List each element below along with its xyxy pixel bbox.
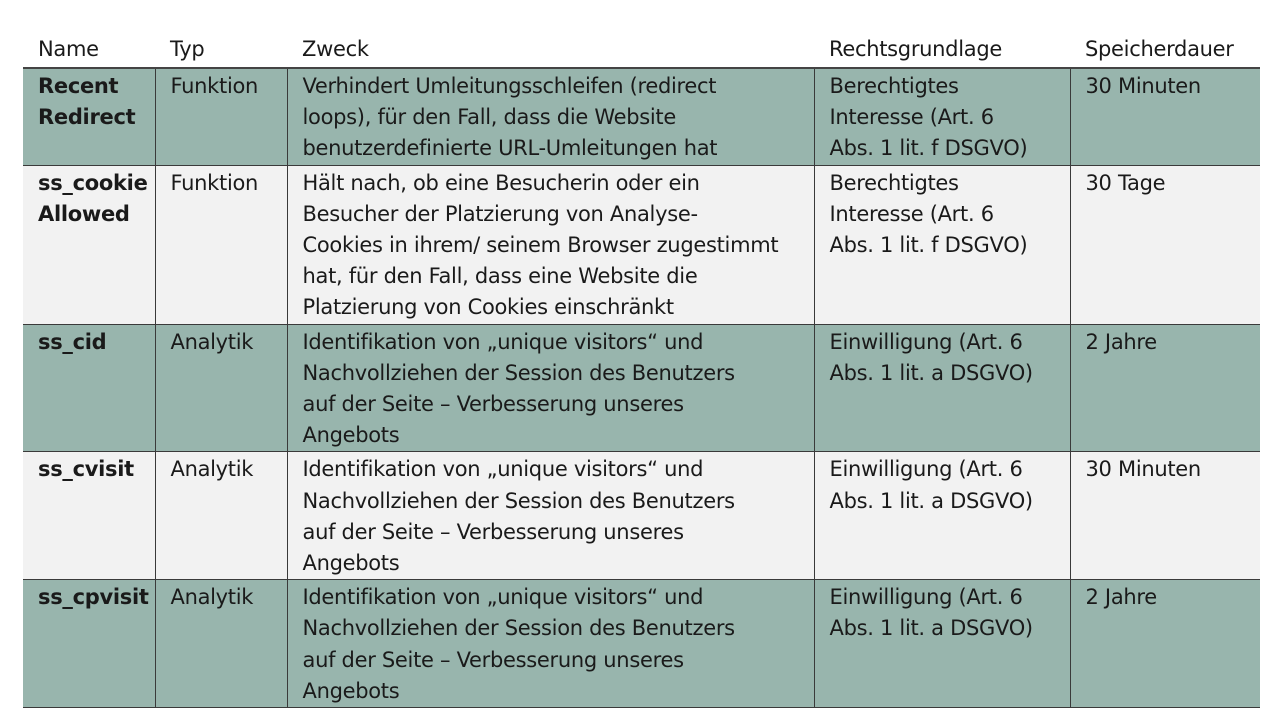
cell-line: Angebots bbox=[302, 678, 400, 703]
cell-line: Abs. 1 lit. a DSGVO) bbox=[829, 488, 1033, 513]
cell-line: Identifikation von „unique visitors“ und bbox=[302, 329, 704, 354]
cell-rechtsgrundlage bbox=[814, 165, 1070, 324]
cell-name bbox=[23, 165, 155, 324]
cell-name bbox=[23, 452, 155, 580]
cell-rechtsgrundlage bbox=[814, 452, 1070, 580]
cell-line: auf der Seite – Verbesserung unseres bbox=[302, 519, 684, 544]
cell-name bbox=[23, 580, 155, 708]
cell-line: Identifikation von „unique visitors“ und bbox=[302, 457, 704, 482]
cell-line: Berechtigtes bbox=[829, 74, 959, 98]
cell-zweck bbox=[287, 68, 814, 165]
table-row bbox=[23, 324, 1260, 452]
cell-line: Nachvollziehen der Session des Benutzers bbox=[302, 616, 735, 641]
header-typ: Typ bbox=[155, 33, 287, 68]
table-row bbox=[23, 580, 1260, 708]
header-row bbox=[23, 33, 1260, 68]
cell-line: Recent bbox=[38, 74, 119, 98]
cell-line: ss_cid bbox=[38, 329, 107, 354]
cell-line: benutzerdefinierte URL-Umleitungen hat bbox=[302, 136, 718, 161]
cell-line: Hält nach, ob eine Besucherin oder ein bbox=[302, 170, 700, 195]
cell-zweck bbox=[287, 165, 814, 324]
cell-rechtsgrundlage bbox=[814, 324, 1070, 452]
cell-line: auf der Seite – Verbesserung unseres bbox=[302, 647, 684, 672]
cell-line: Nachvollziehen der Session des Benutzers bbox=[302, 360, 735, 385]
cell-name bbox=[23, 68, 155, 165]
table-row bbox=[23, 165, 1260, 324]
cell-line: loops), für den Fall, dass die Website bbox=[302, 105, 676, 130]
cookie-table bbox=[23, 33, 1260, 708]
cell-zweck bbox=[287, 452, 814, 580]
cell-line: Angebots bbox=[302, 423, 400, 448]
cell-line: Nachvollziehen der Session des Benutzers bbox=[302, 488, 735, 513]
cell-speicherdauer: 30 Minuten bbox=[1070, 68, 1260, 165]
cell-rechtsgrundlage bbox=[814, 68, 1070, 165]
cell-line: Verhindert Umleitungsschleifen (redirect bbox=[302, 74, 717, 98]
cell-typ: Analytik bbox=[155, 324, 287, 452]
table-header bbox=[23, 33, 1260, 68]
cell-speicherdauer: 30 Tage bbox=[1070, 165, 1260, 324]
cell-line: Interesse (Art. 6 bbox=[829, 201, 994, 226]
cell-line: Abs. 1 lit. f DSGVO) bbox=[829, 136, 1028, 161]
cell-line: ss_cvisit bbox=[38, 457, 134, 482]
table-row bbox=[23, 452, 1260, 580]
cell-line: Platzierung von Cookies einschränkt bbox=[302, 295, 674, 320]
cell-line: Cookies in ihrem/ seinem Browser zugestimmt bbox=[302, 233, 779, 258]
cell-line: Abs. 1 lit. a DSGVO) bbox=[829, 360, 1033, 385]
cell-name bbox=[23, 324, 155, 452]
cell-line: Besucher der Platzierung von Analyse- bbox=[302, 201, 698, 226]
cell-typ: Funktion bbox=[155, 68, 287, 165]
cell-line: ss_cookie bbox=[38, 170, 148, 195]
cookie-table-container bbox=[23, 33, 1260, 708]
cell-line: Angebots bbox=[302, 551, 400, 576]
header-zweck: Zweck bbox=[287, 33, 814, 68]
header-rechtsgrundlage: Rechtsgrundlage bbox=[814, 33, 1070, 68]
cell-line: Einwilligung (Art. 6 bbox=[829, 457, 1023, 482]
cell-line: auf der Seite – Verbesserung unseres bbox=[302, 392, 684, 417]
cell-speicherdauer: 2 Jahre bbox=[1070, 580, 1260, 708]
cell-line: Interesse (Art. 6 bbox=[829, 105, 994, 130]
cell-zweck bbox=[287, 324, 814, 452]
cell-line: Berechtigtes bbox=[829, 170, 959, 195]
cell-line: Identifikation von „unique visitors“ und bbox=[302, 585, 704, 610]
cell-line: Einwilligung (Art. 6 bbox=[829, 585, 1023, 610]
cell-rechtsgrundlage bbox=[814, 580, 1070, 708]
cell-line: Allowed bbox=[38, 201, 130, 226]
header-name: Name bbox=[23, 33, 155, 68]
table-body bbox=[23, 68, 1260, 708]
cell-speicherdauer: 30 Minuten bbox=[1070, 452, 1260, 580]
cell-zweck bbox=[287, 580, 814, 708]
cell-typ: Analytik bbox=[155, 580, 287, 708]
header-speicherdauer: Speicherdauer bbox=[1070, 33, 1260, 68]
cell-line: Redirect bbox=[38, 105, 136, 130]
cell-typ: Funktion bbox=[155, 165, 287, 324]
table-row bbox=[23, 68, 1260, 165]
cell-line: Abs. 1 lit. f DSGVO) bbox=[829, 233, 1028, 258]
cell-speicherdauer: 2 Jahre bbox=[1070, 324, 1260, 452]
cell-line: hat, für den Fall, dass eine Website die bbox=[302, 264, 698, 289]
cell-line: ss_cpvisit bbox=[38, 585, 149, 610]
cell-line: Einwilligung (Art. 6 bbox=[829, 329, 1023, 354]
cell-line: Abs. 1 lit. a DSGVO) bbox=[829, 616, 1033, 641]
cell-typ: Analytik bbox=[155, 452, 287, 580]
